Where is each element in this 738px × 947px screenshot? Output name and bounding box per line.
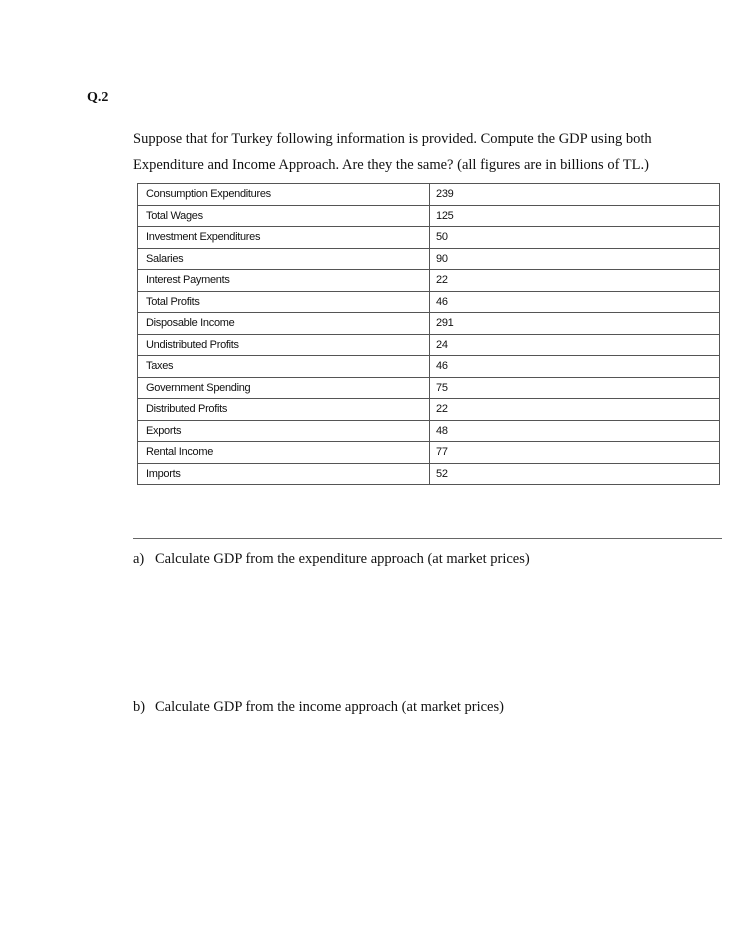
row-value: 75 [430,377,720,399]
row-value: 125 [430,205,720,227]
row-label: Rental Income [138,442,430,464]
row-value: 90 [430,248,720,270]
question-number: Q.2 [87,90,109,105]
row-value: 22 [430,270,720,292]
row-label: Government Spending [138,377,430,399]
row-value: 46 [430,291,720,313]
row-label: Investment Expenditures [138,227,430,249]
row-value: 24 [430,334,720,356]
table-row [138,463,720,485]
row-value: 239 [430,184,720,206]
table-row [138,442,720,464]
row-label: Consumption Expenditures [138,184,430,206]
row-label: Exports [138,420,430,442]
subquestion-b-text: Calculate GDP from the income approach (at market prices) [155,699,504,715]
row-label: Disposable Income [138,313,430,335]
table-row [138,334,720,356]
divider [133,538,722,539]
gdp-data-table [137,183,720,485]
row-label: Distributed Profits [138,399,430,421]
row-value: 291 [430,313,720,335]
row-label: Undistributed Profits [138,334,430,356]
table-row [138,399,720,421]
table-row [138,377,720,399]
table-row [138,184,720,206]
subquestion-a-marker: a) [133,551,145,567]
intro-line-1: Suppose that for Turkey following information is provided. Compute the GDP using both [133,131,652,147]
row-label: Salaries [138,248,430,270]
row-value: 77 [430,442,720,464]
row-label: Total Profits [138,291,430,313]
row-label: Interest Payments [138,270,430,292]
row-value: 22 [430,399,720,421]
table-row [138,313,720,335]
table-row [138,248,720,270]
subquestion-a [133,551,530,568]
table-row [138,227,720,249]
table-row [138,291,720,313]
row-label: Total Wages [138,205,430,227]
table-row [138,356,720,378]
table-row [138,205,720,227]
row-label: Imports [138,463,430,485]
question-intro [133,126,713,178]
subquestion-b [133,699,504,716]
subquestion-b-marker: b) [133,699,146,715]
row-value: 46 [430,356,720,378]
row-value: 48 [430,420,720,442]
table-row [138,420,720,442]
row-label: Taxes [138,356,430,378]
subquestion-a-text: Calculate GDP from the expenditure approach (at market prices) [155,551,530,567]
row-value: 52 [430,463,720,485]
table-row [138,270,720,292]
row-value: 50 [430,227,720,249]
intro-line-2: Expenditure and Income Approach. Are they the same? (all figures are in billions of TL.) [133,157,649,173]
